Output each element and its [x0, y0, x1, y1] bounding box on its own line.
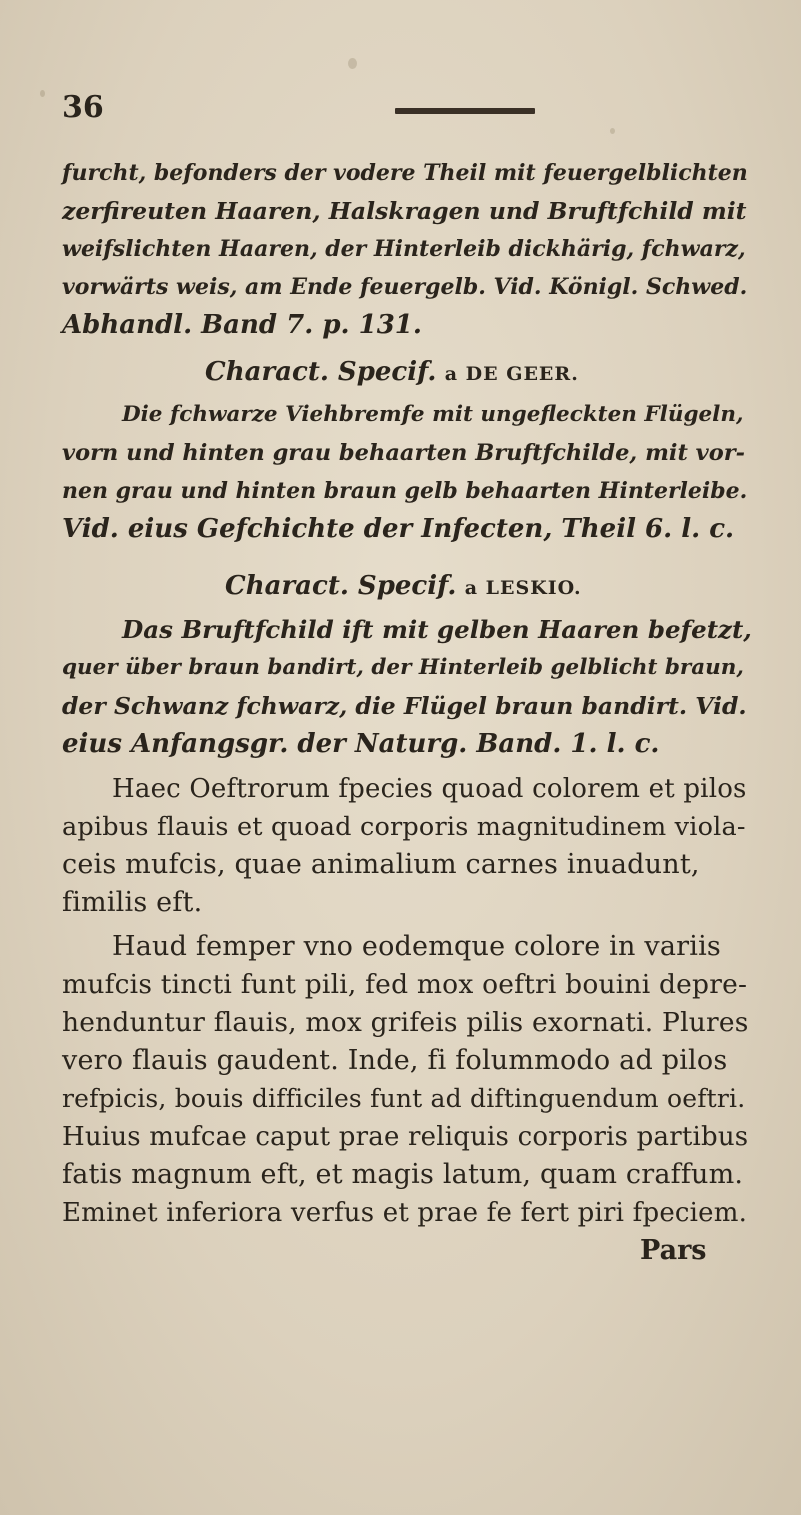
ink-spot [610, 128, 615, 134]
ink-spot [348, 58, 357, 69]
page-number: 36 [62, 90, 104, 125]
ink-spot [40, 90, 45, 97]
text-line: Haud femper vno eodemque colore in variis [112, 931, 721, 962]
text-line: vorn und hinten grau behaarten Bruftfchilde, mit vor- [62, 440, 745, 466]
heading-de-geer [205, 352, 705, 392]
paragraph-5 [62, 928, 752, 1232]
heading-author: a DE GEER. [444, 363, 579, 385]
paragraph-2 [62, 396, 752, 548]
paragraph-3 [62, 611, 752, 763]
text-line: quer über braun bandirt, der Hinterleib gelblicht braun, [62, 655, 744, 680]
heading-label: Charact. Specif. [205, 357, 437, 387]
text-line: vero flauis gaudent. Inde, fi folummodo ad pilos [62, 1045, 728, 1076]
text-line: Haec Oeftrorum fpecies quoad colorem et pilos [112, 774, 747, 804]
heading-author: a LESKIO. [464, 577, 582, 599]
text-line: Huius mufcae caput prae reliquis corporis partibus [62, 1122, 749, 1152]
text-line: Die fchwarze Viehbremfe mit ungefleckten Flügeln, [122, 402, 744, 427]
heading-label: Charact. Specif. [225, 571, 457, 601]
text-line: nen grau und hinten braun gelb behaarten Hinterleibe. [62, 478, 748, 504]
text-line: eius Anfangsgr. der Naturg. Band. 1. l. c. [62, 729, 660, 759]
text-line: vorwärts weis, am Ende feuergelb. Vid. Königl. Schwed. [62, 274, 748, 300]
paragraph-1 [62, 154, 752, 344]
text-line: furcht, befonders der vodere Theil mit feuergelblichten [62, 160, 748, 186]
heading-leskio [225, 566, 705, 606]
text-line: Vid. eius Gefchichte der Infecten, Theil 6. l. c. [62, 514, 735, 544]
text-line: mufcis tincti funt pili, fed mox oeftri bouini depre- [62, 969, 748, 1000]
text-line: Abhandl. Band 7. p. 131. [62, 310, 422, 340]
text-line: fimilis eft. [62, 887, 203, 918]
text-line: refpicis, bouis difficiles funt ad diftinguendum oeftri. [62, 1084, 746, 1113]
text-line: ceis mufcis, quae animalium carnes inuadunt, [62, 849, 700, 880]
header-rule [395, 108, 535, 114]
text-line: zerfireuten Haaren, Halskragen und Bruftfchild mit [62, 197, 747, 225]
text-line: apibus flauis et quoad corporis magnitudinem viola- [62, 812, 746, 842]
text-line: Eminet inferiora verfus et prae fe fert piri fpeciem. [62, 1198, 748, 1228]
text-line: weifslichten Haaren, der Hinterleib dickhärig, fchwarz, [62, 236, 746, 262]
paragraph-4 [62, 770, 752, 922]
text-line: Das Bruftfchild ift mit gelben Haaren befetzt, [122, 615, 752, 644]
text-line: der Schwanz fchwarz, die Flügel braun bandirt. Vid. [62, 692, 747, 720]
catchword-text: Pars [640, 1235, 707, 1266]
text-line: fatis magnum eft, et magis latum, quam craffum. [62, 1159, 744, 1190]
catchword [640, 1232, 760, 1270]
text-line: henduntur flauis, mox grifeis pilis exornati. Plures [62, 1007, 749, 1038]
